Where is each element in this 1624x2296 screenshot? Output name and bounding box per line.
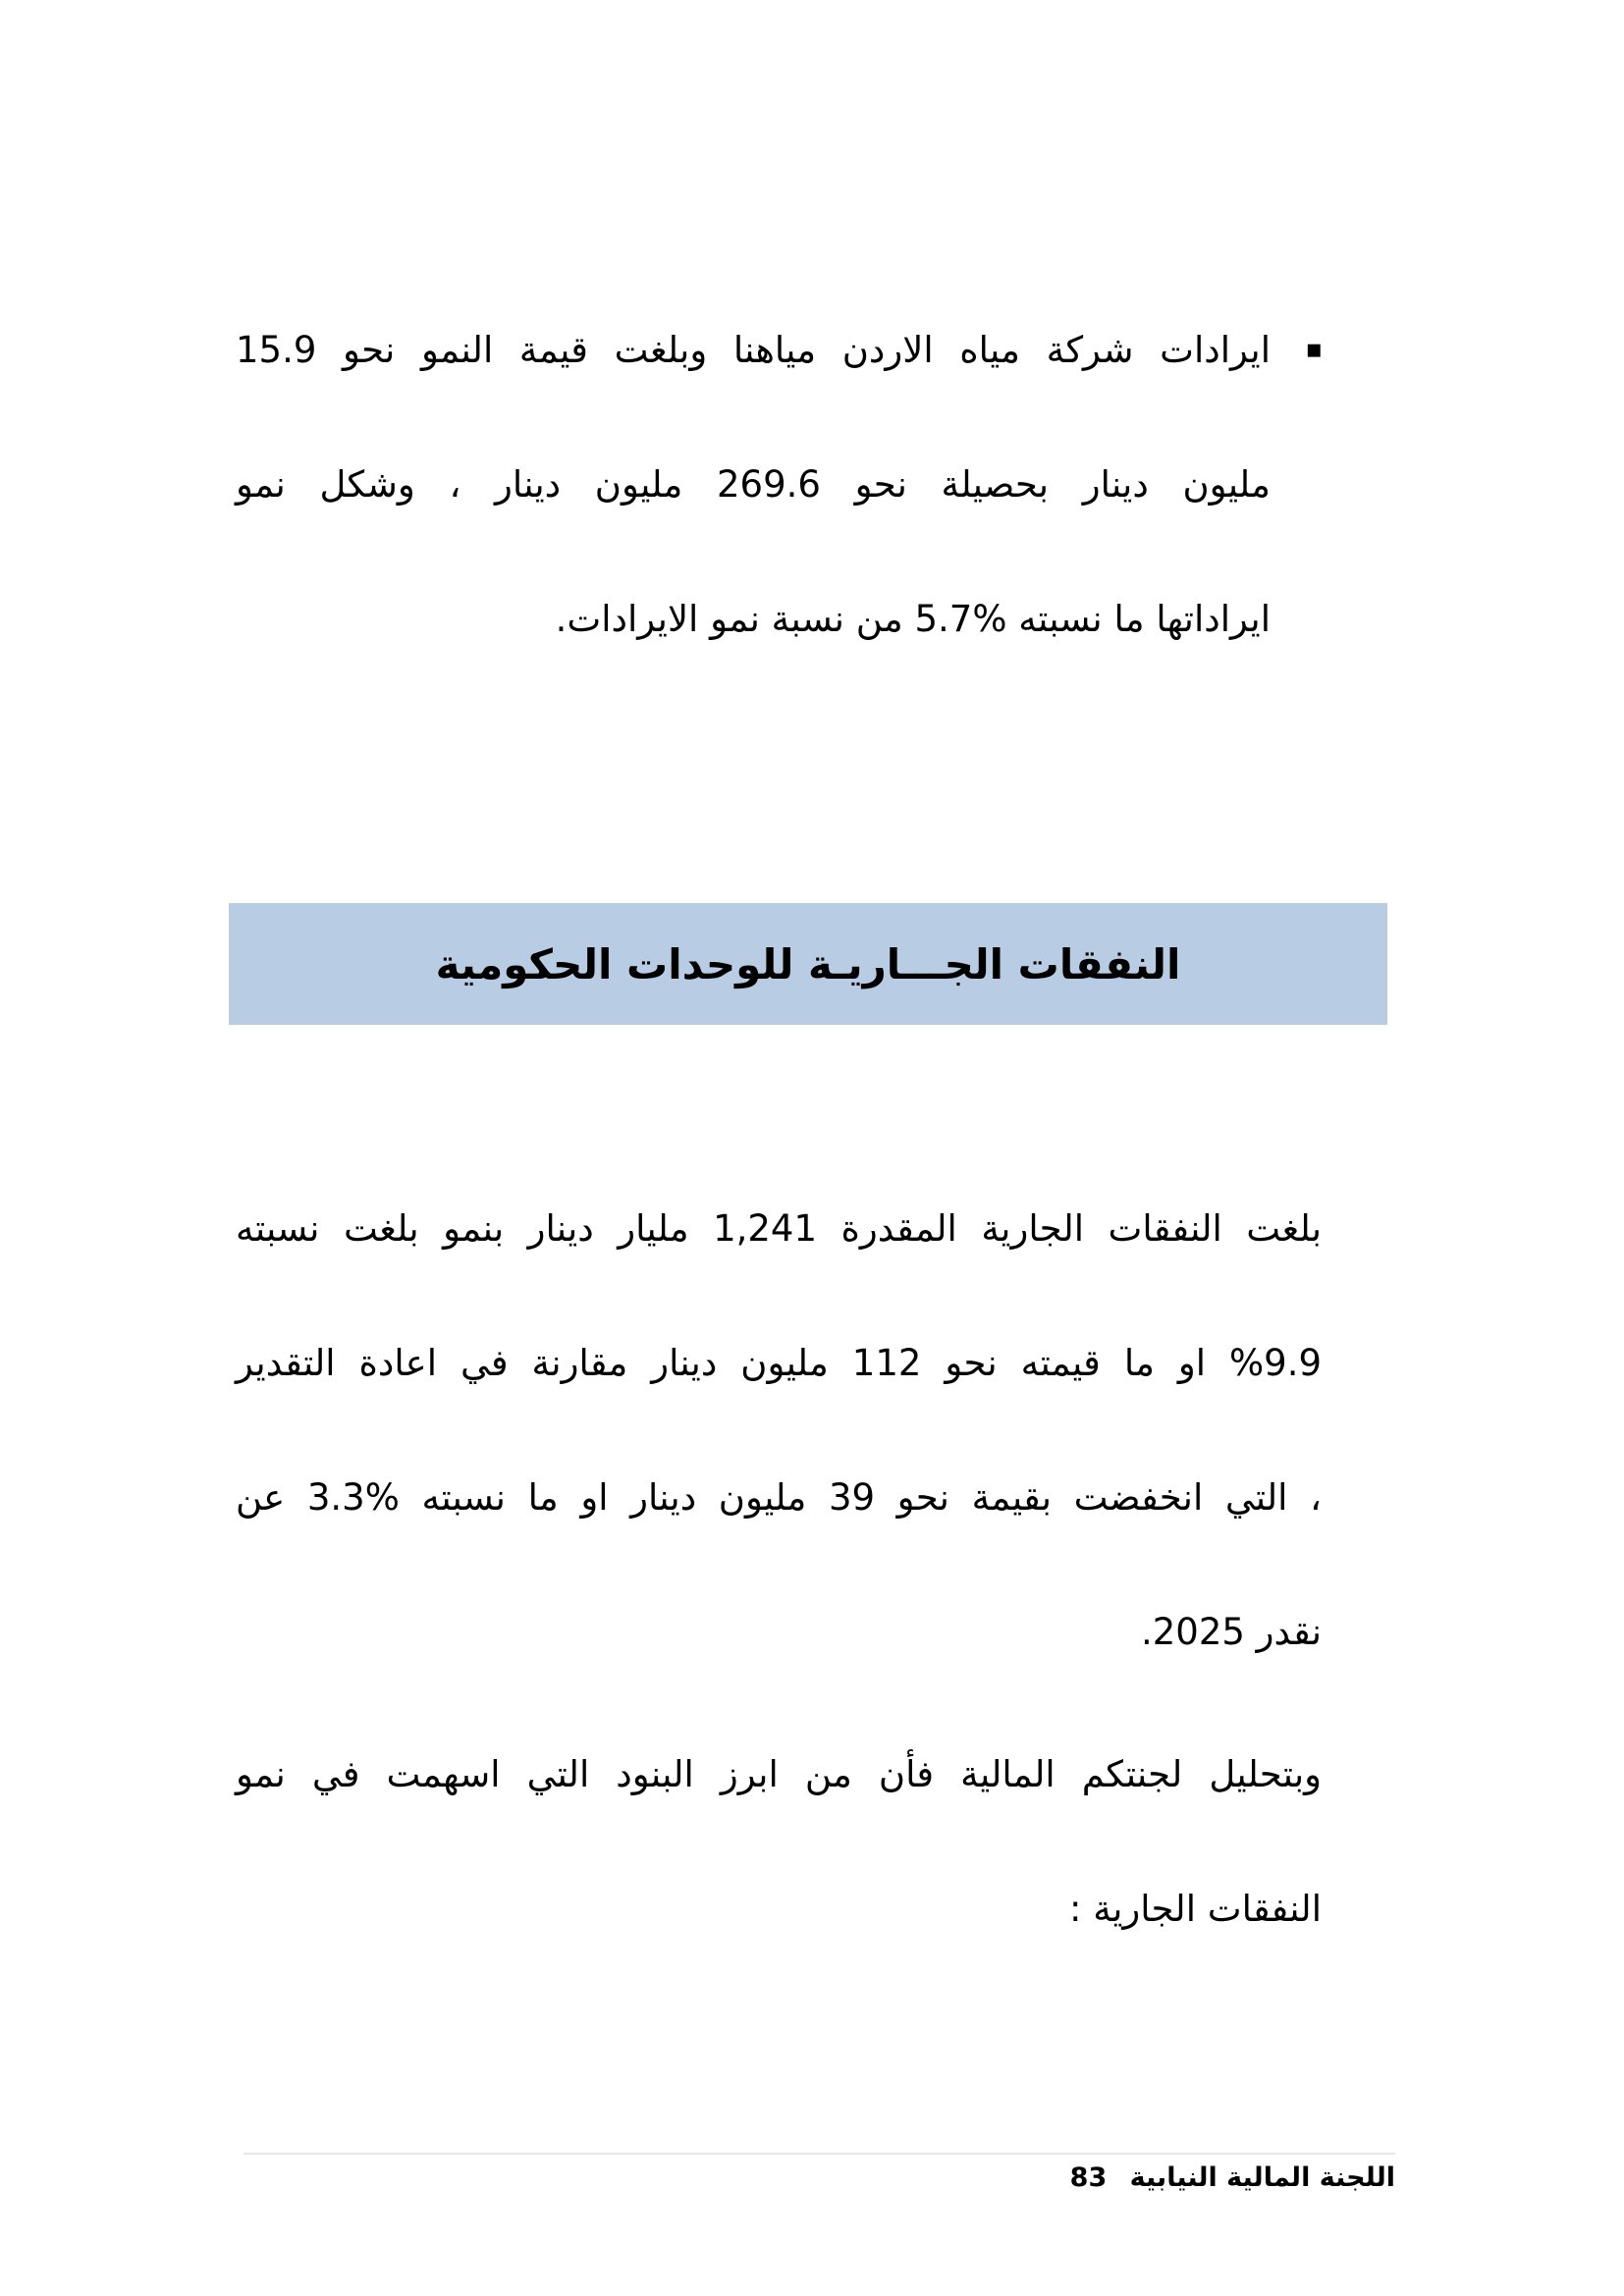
text-line: بلغت النفقات الجارية المقدرة 1,241 مليار دينار بنمو بلغت نسبته bbox=[236, 1207, 1323, 1250]
text-line: ايراداتها ما نسبته %5.7 من نسبة نمو الايرادات. bbox=[555, 598, 1271, 640]
footer-divider bbox=[244, 2153, 1395, 2155]
page-footer bbox=[244, 2153, 1395, 2193]
text-line: ايرادات شركة مياه الاردن مياهنا وبلغت قيمة النمو نحو 15.9 bbox=[236, 329, 1271, 371]
section-heading-banner bbox=[229, 903, 1387, 1025]
footer-committee-label: اللجنة المالية النيابية bbox=[1129, 2163, 1395, 2193]
footer-text bbox=[244, 2163, 1395, 2193]
bullet-square-icon: ▪ bbox=[1305, 335, 1323, 364]
bullet-list-item bbox=[236, 283, 1374, 686]
text-line: %9.9 او ما قيمته نحو 112 مليون دينار مقارنة في اعادة التقدير bbox=[236, 1342, 1322, 1384]
text-line: ، التي انخفضت بقيمة نحو 39 مليون دينار او ما نسبته %3.3 عن bbox=[236, 1476, 1322, 1519]
footer-page-number: 83 bbox=[1069, 2163, 1108, 2193]
body-paragraph-1 bbox=[236, 1161, 1322, 1699]
text-line: وبتحليل لجنتكم المالية فأن من ابرز البنود التي اسهمت في نمو bbox=[236, 1753, 1322, 1795]
text-line: نقدر 2025. bbox=[1140, 1611, 1322, 1653]
body-paragraph-2 bbox=[236, 1707, 1322, 1976]
text-line: مليون دينار بحصيلة نحو 269.6 مليون دينار ، وشكل نمو bbox=[236, 463, 1271, 506]
text-line: النفقات الجارية : bbox=[1069, 1888, 1322, 1930]
bullet-paragraph bbox=[236, 283, 1374, 686]
section-heading-title: النفقات الجـــاريـة للوحدات الحكومية bbox=[435, 939, 1181, 988]
